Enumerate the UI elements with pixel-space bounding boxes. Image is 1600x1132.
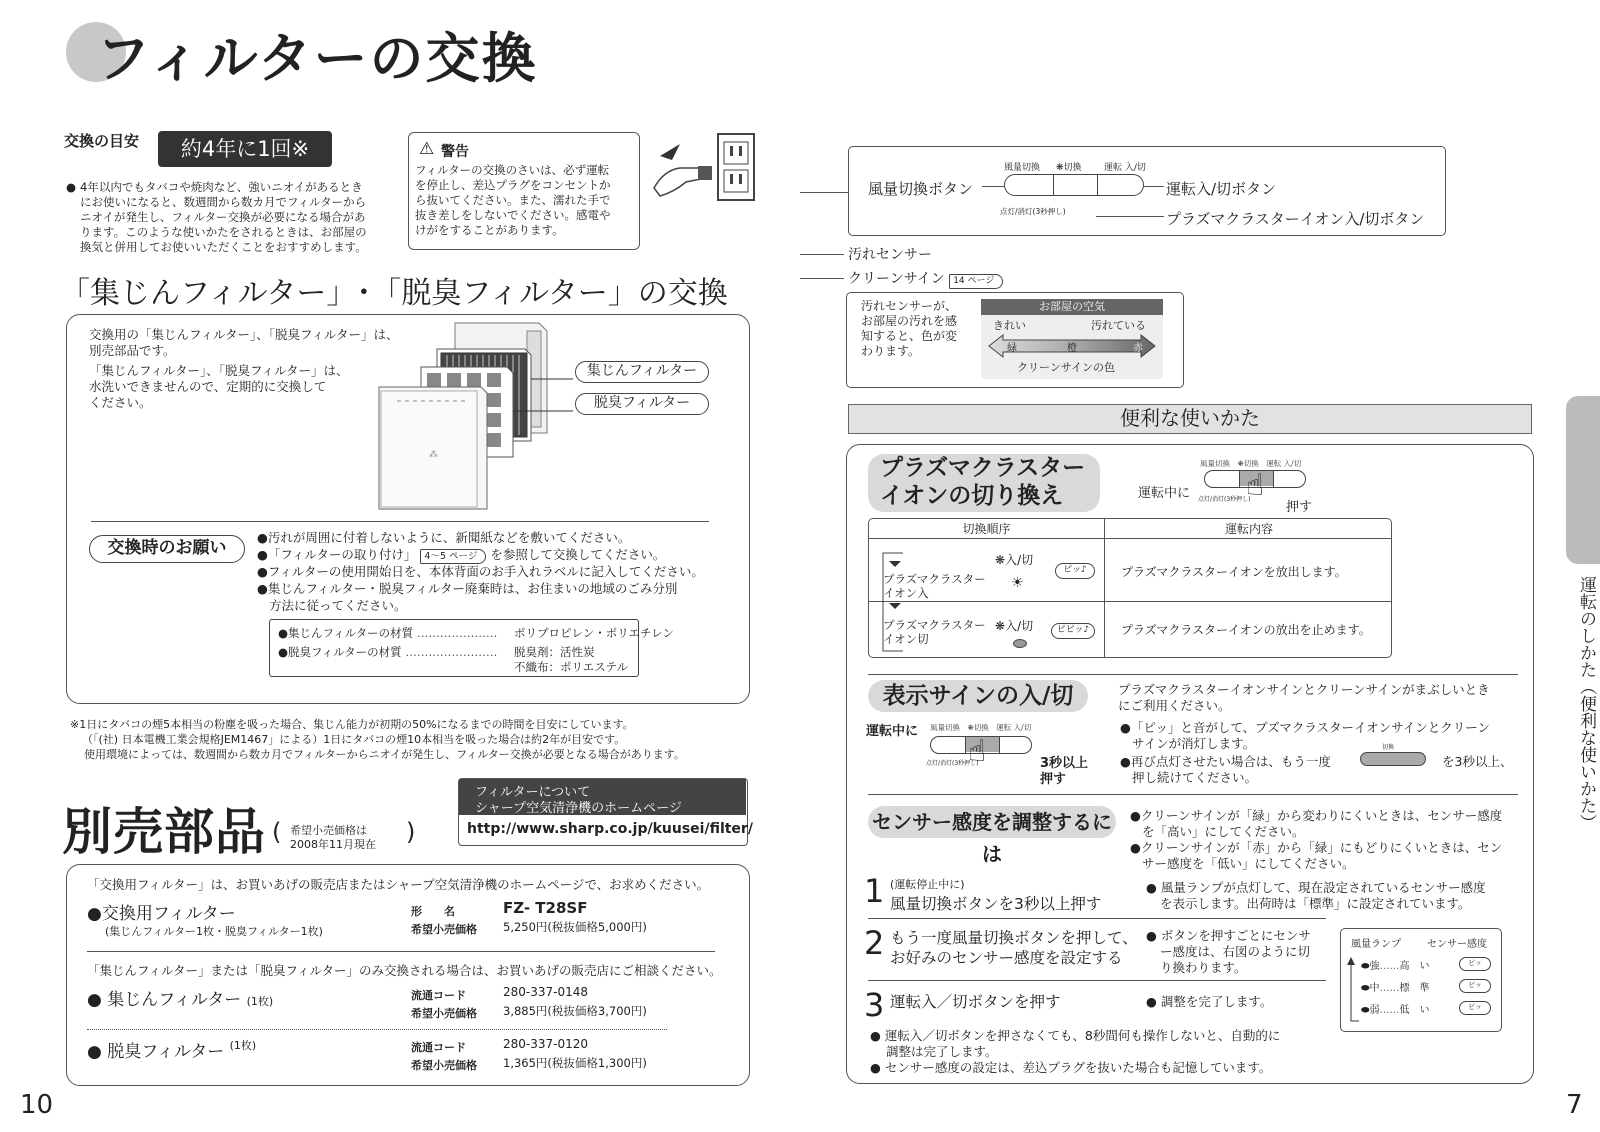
deodor-filter-label: 脱臭フィルター bbox=[575, 393, 709, 415]
dust-filter-label: 集じんフィルター bbox=[575, 361, 709, 383]
step-2-number: 2 bbox=[864, 924, 885, 962]
side-tab-label: 運転のしかた（便利な使いかた） bbox=[1576, 576, 1596, 831]
left-page-number: 10 bbox=[20, 1090, 54, 1120]
parts-box: 「交換用フィルター」は、お買いあげの販売店またはシャープ空気清浄機のホームページで、お求めください。 ●交換用フィルター (集じんフィルター1枚・脱臭フィルター1枚) 形 名 FZ- T28SF 希望小売価格 5,250円(税抜価格5,000円) 「集じんフィルター」または「脱臭フィルター」のみ交換される場合は、お買いあげの販売店にご相談ください。 ● 集じんフィルター (1枚) 流通コード 280-337-0148 希望小売価格 3,885円(税抜価格3,700円) ● 脱臭フィルター $^{(1枚)}$ 流通コード 280-337-0120 希望小売価格 1,365円(税抜価格1,300円) bbox=[66, 864, 750, 1086]
unplug-illustration bbox=[650, 130, 760, 210]
power-button-label: 運転入/切ボタン bbox=[1166, 180, 1277, 198]
plasma-table: 切換順序 運転内容 プラズマクラスター イオン入 ❋入/切 ☀ ピッ♪ プラズマクラスターイオンを放出します。 プラズマクラスター イオン切 ❋入/切 ピピッ♪ プラズマクラスターイオンの放出を止めます。 bbox=[868, 518, 1392, 658]
homepage-url[interactable]: http://www.sharp.co.jp/kuusei/filter/ bbox=[467, 821, 753, 837]
plasma-title: プラズマクラスター イオンの切り換え bbox=[868, 454, 1100, 512]
finger-icon: ☝ bbox=[1246, 468, 1265, 503]
filter-replacement-box: 交換用の「集じんフィルター」、「脱臭フィルター」は、 別売部品です。 「集じんフィルター」、「脱臭フィルター」は、 水洗いできませんので、定期的に交換して ください。 ⁂ 集じんフィルター 脱臭フィルター 交換時のお願い ●汚れが周囲に付着しないように、新聞紙などを敷いてください。 ●「フィルターの取り付け」 4〜5 ページ を参照して交換してください。 ●フィルターの使用開始日を、本体背面のお手入れラベルに記入してください。 ●集じんフィルター・脱臭フィルター廃棄時は、お住まいの地域のごみ分別 方法に従ってください。 ●集じんフィルターの材質 ………………… ポリプロピレン・ポリエチレン ●脱臭フィルターの材質 …………………… 脱臭剤：活性炭 不織布：ポリエステル bbox=[66, 314, 750, 704]
sensitivity-table: 風量ランプ センサー感度 ⬬強……高 い ⬬中……標 準 ⬬弱……低 い ピッ ピッ ピッ bbox=[1340, 928, 1502, 1032]
warning-box: ⚠ 警告 フィルターの交換のさいは、必ず運転 を停止し、差込プラグをコンセントか ら抜いてください。また、濡れた手で 抜き差しをしないでください。感電や けがをすることがあります。 bbox=[408, 132, 640, 250]
dirt-sensor-label: 汚れセンサー bbox=[848, 247, 932, 263]
side-tab bbox=[1566, 396, 1600, 564]
footnote: ※1日にタバコの煙5本相当の粉塵を吸った場合、集じん能力が初期の50%になるまでの時間を目安にしています。 bbox=[70, 718, 634, 731]
right-page-number: 7 bbox=[1566, 1090, 1583, 1120]
page-reference-tag: 4〜5 ページ bbox=[420, 549, 486, 564]
filter-section-title: 「集じんフィルター」･「脱臭フィルター」の交換 bbox=[60, 276, 728, 311]
warning-title: 警告 bbox=[441, 144, 469, 160]
finger-icon-2: ☝ bbox=[968, 734, 987, 769]
usage-title-bar: 便利な使いかた bbox=[848, 404, 1532, 434]
panel-buttons-diagram bbox=[1004, 174, 1144, 196]
plasma-mini-button bbox=[1360, 752, 1426, 766]
request-label: 交換時のお願い bbox=[89, 535, 245, 563]
display-sign-title: 表示サインの入/切 bbox=[868, 680, 1088, 712]
parts-title: 別売部品 bbox=[62, 803, 266, 861]
step-1-number: 1 bbox=[864, 872, 885, 910]
svg-text:⁂: ⁂ bbox=[429, 450, 438, 460]
schedule-label: 交換の目安 bbox=[64, 132, 140, 150]
clean-sign-label: クリーンサイン 14 ページ bbox=[848, 268, 1003, 289]
plasma-button-label: プラズマクラスターイオン入/切ボタン bbox=[1166, 210, 1425, 228]
filter-exploded-illustration bbox=[377, 317, 637, 513]
page-title: フィルターの交換 bbox=[96, 27, 538, 90]
homepage-box: フィルターについて シャープ空気清浄機のホームページ http://www.sharp.co.jp/kuusei/filter/ bbox=[458, 778, 748, 846]
materials-box: ●集じんフィルターの材質 ………………… ポリプロピレン・ポリエチレン ●脱臭フィルターの材質 …………………… 脱臭剤：活性炭 不織布：ポリエステル bbox=[269, 619, 639, 677]
fan-button-label: 風量切換ボタン bbox=[868, 180, 974, 198]
schedule-badge: 約4年に1回※ bbox=[158, 131, 332, 167]
warning-icon: ⚠ bbox=[419, 139, 435, 159]
light-off-icon bbox=[1013, 639, 1027, 648]
light-icon: ☀ bbox=[1011, 575, 1024, 591]
sensor-color-box: 汚れセンサーが、 お部屋の汚れを感 知すると、色が変 わります。 お部屋の空気 きれい 汚れている 緑 橙 赤 クリーンサインの色 bbox=[846, 292, 1184, 388]
sensor-adjust-title: センサー感度を調整するには bbox=[868, 806, 1116, 838]
step-3-number: 3 bbox=[864, 986, 885, 1024]
